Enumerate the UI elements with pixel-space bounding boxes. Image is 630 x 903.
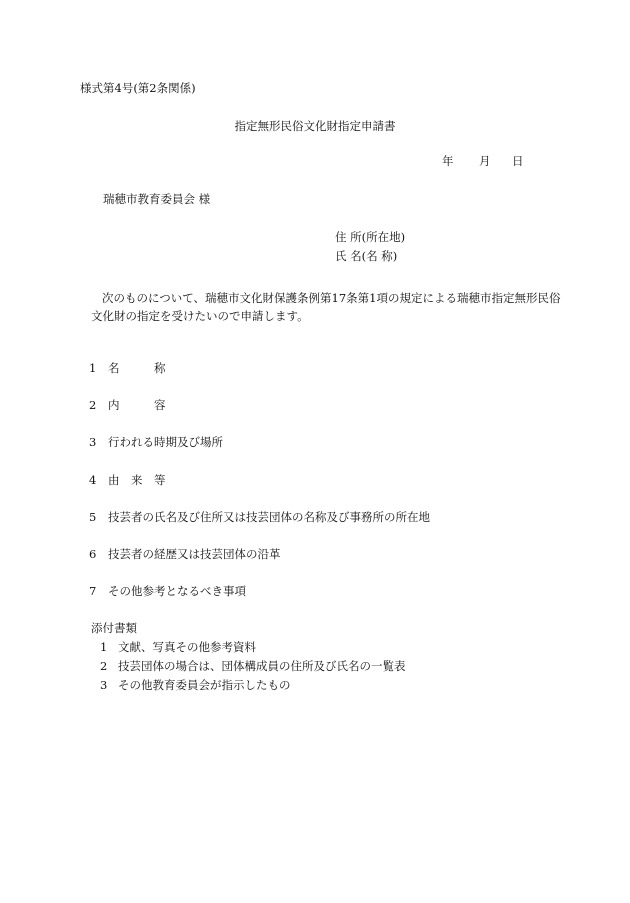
item-label: 由 来 等	[108, 473, 166, 487]
attachment-number: 2	[100, 659, 108, 673]
item-label: 行われる時期及び場所	[108, 435, 223, 449]
applicant-address-label: 住 所(所在地)	[335, 230, 406, 244]
form-item	[89, 363, 166, 375]
item-number: 2	[89, 398, 97, 412]
date-day-label: 日	[512, 154, 524, 168]
item-label: 技芸者の氏名及び住所又は技芸団体の名称及び事務所の所在地	[108, 510, 430, 524]
form-item	[89, 400, 166, 412]
item-label: 内 容	[108, 398, 166, 412]
attachment-label: 技芸団体の場合は、団体構成員の住所及び氏名の一覧表	[118, 659, 406, 673]
attachment-label: 文献、写真その他参考資料	[118, 640, 256, 654]
form-item	[89, 549, 281, 561]
applicant-name-label: 氏 名(名 称)	[335, 249, 398, 263]
application-body-text: 次のものについて、瑞穂市文化財保護条例第17条第1項の規定による瑞穂市指定無形民俗文化財の指定を受けたいので申請します。	[91, 291, 561, 323]
attachments-heading: 添付書類	[91, 621, 137, 635]
date-year-label: 年	[442, 154, 454, 168]
item-number: 5	[89, 510, 97, 524]
item-label: 技芸者の経歴又は技芸団体の沿革	[108, 547, 281, 561]
form-item	[89, 586, 246, 598]
attachment-item	[100, 680, 291, 692]
document-title: 指定無形民俗文化財指定申請書	[234, 119, 396, 133]
item-label: その他参考となるべき事項	[108, 584, 246, 598]
item-number: 3	[89, 435, 97, 449]
date-month-label: 月	[479, 154, 491, 168]
form-item	[89, 437, 223, 449]
item-number: 6	[89, 547, 97, 561]
addressee: 瑞穂市教育委員会 様	[103, 192, 211, 206]
attachment-number: 1	[100, 640, 108, 654]
form-item	[89, 475, 166, 487]
item-number: 7	[89, 584, 97, 598]
item-number: 4	[89, 473, 97, 487]
item-number: 1	[89, 361, 97, 375]
form-number: 様式第4号(第2条関係)	[80, 81, 196, 95]
attachment-number: 3	[100, 678, 108, 692]
attachment-label: その他教育委員会が指示したもの	[118, 678, 291, 692]
attachment-item	[100, 661, 406, 673]
attachment-item	[100, 642, 256, 654]
form-item	[89, 512, 430, 524]
item-label: 名 称	[108, 361, 166, 375]
